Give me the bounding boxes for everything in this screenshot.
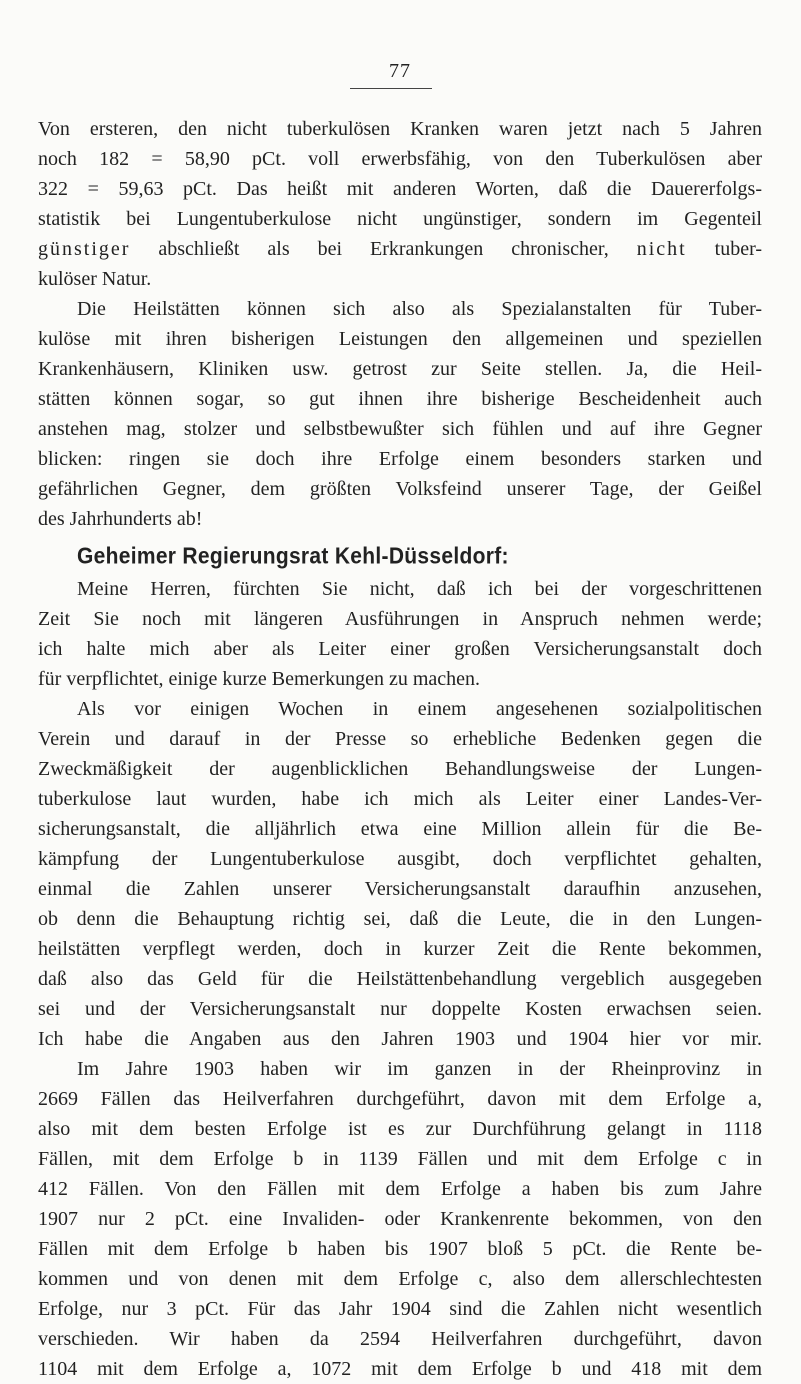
paragraph-2 bbox=[38, 294, 762, 534]
text-line: Von ersteren, den nicht tuberkulösen Kranken waren jetzt nach 5 Jahren bbox=[38, 118, 762, 140]
text-column bbox=[38, 114, 762, 1384]
page-number: 77 bbox=[389, 60, 411, 82]
text-line: Zeit Sie noch mit längeren Ausführungen in Anspruch nehmen werde; bbox=[38, 608, 762, 630]
text-line: also mit dem besten Erfolge ist es zur Durchführung gelangt in 1118 bbox=[38, 1118, 762, 1140]
text-line: heilstätten verpflegt werden, doch in kurzer Zeit die Rente bekommen, bbox=[38, 938, 762, 960]
speaker-heading: Geheimer Regierungsrat Kehl-Düsseldorf: bbox=[77, 543, 509, 570]
text-line: Meine Herren, fürchten Sie nicht, daß ich bei der vorgeschrittenen bbox=[77, 578, 762, 600]
text-line: 412 Fällen. Von den Fällen mit dem Erfolge a haben bis zum Jahre bbox=[38, 1178, 762, 1200]
text-line: 2669 Fällen das Heilverfahren durchgeführt, davon mit dem Erfolge a, bbox=[38, 1088, 762, 1110]
text-line: kulöser Natur. bbox=[38, 268, 152, 290]
text-line: 322 = 59,63 pCt. Das heißt mit anderen Worten, daß die Dauererfolgs- bbox=[38, 178, 762, 200]
text-line: für verpflichtet, einige kurze Bemerkungen zu machen. bbox=[38, 668, 481, 690]
paragraph-1 bbox=[38, 114, 762, 294]
text-line: Zweckmäßigkeit der augenblicklichen Behandlungsweise der Lungen- bbox=[38, 758, 762, 780]
paragraph-4 bbox=[38, 694, 762, 1054]
text-line: Krankenhäusern, Kliniken usw. getrost zur Seite stellen. Ja, die Heil- bbox=[38, 358, 762, 380]
text-line: statistik bei Lungentuberkulose nicht ungünstiger, sondern im Gegenteil bbox=[38, 208, 762, 230]
text-line: 1104 mit dem Erfolge a, 1072 mit dem Erfolge b und 418 mit dem bbox=[38, 1358, 762, 1380]
text-line: noch 182 = 58,90 pCt. voll erwerbsfähig, von den Tuberkulösen aber bbox=[38, 148, 762, 170]
text-segment: tuber- bbox=[686, 238, 762, 260]
paragraph-5 bbox=[38, 1054, 762, 1384]
emphasis-text: nicht bbox=[636, 238, 687, 260]
text-line: Als vor einigen Wochen in einem angesehenen sozialpolitischen bbox=[77, 698, 762, 720]
paragraph-3 bbox=[38, 574, 762, 694]
text-line: Die Heilstätten können sich also als Spezialanstalten für Tuber- bbox=[77, 298, 762, 320]
text-line: ich halte mich aber als Leiter einer großen Versicherungsanstalt doch bbox=[38, 638, 762, 660]
text-line: sicherungsanstalt, die alljährlich etwa eine Million allein für die Be- bbox=[38, 818, 762, 840]
text-line: kommen und von denen mit dem Erfolge c, also dem allerschlechtesten bbox=[38, 1268, 762, 1290]
text-line: blicken: ringen sie doch ihre Erfolge einem besonders starken und bbox=[38, 448, 762, 470]
text-line: einmal die Zahlen unserer Versicherungsanstalt daraufhin anzusehen, bbox=[38, 878, 762, 900]
text-line: Ich habe die Angaben aus den Jahren 1903 und 1904 hier vor mir. bbox=[38, 1028, 762, 1050]
text-line: Fällen mit dem Erfolge b haben bis 1907 bloß 5 pCt. die Rente be- bbox=[38, 1238, 762, 1260]
text-line: daß also das Geld für die Heilstättenbehandlung vergeblich ausgegeben bbox=[38, 968, 762, 990]
text-line: kämpfung der Lungentuberkulose ausgibt, doch verpflichtet gehalten, bbox=[38, 848, 762, 870]
text-line: tuberkulose laut wurden, habe ich mich als Leiter einer Landes-Ver- bbox=[38, 788, 762, 810]
emphasis-text: günstiger bbox=[38, 238, 131, 260]
text-line: Fällen, mit dem Erfolge b in 1139 Fällen und mit dem Erfolge c in bbox=[38, 1148, 762, 1170]
text-segment: abschließt als bei Erkrankungen chronischer, bbox=[130, 238, 637, 260]
text-line: anstehen mag, stolzer und selbstbewußter sich fühlen und auf ihre Gegner bbox=[38, 418, 762, 440]
text-line: ob denn die Behauptung richtig sei, daß die Leute, die in den Lungen- bbox=[38, 908, 762, 930]
page-number-rule bbox=[350, 88, 432, 89]
text-line: des Jahrhunderts ab! bbox=[38, 508, 203, 530]
text-line: gefährlichen Gegner, dem größten Volksfeind unserer Tage, der Geißel bbox=[38, 478, 762, 500]
text-line: 1907 nur 2 pCt. eine Invaliden- oder Krankenrente bekommen, von den bbox=[38, 1208, 762, 1230]
text-line: Im Jahre 1903 haben wir im ganzen in der Rheinprovinz in bbox=[77, 1058, 762, 1080]
text-line: Verein und darauf in der Presse so erhebliche Bedenken gegen die bbox=[38, 728, 762, 750]
text-line: Erfolge, nur 3 pCt. Für das Jahr 1904 sind die Zahlen nicht wesentlich bbox=[38, 1298, 762, 1320]
text-line: verschieden. Wir haben da 2594 Heilverfahren durchgeführt, davon bbox=[38, 1328, 762, 1350]
text-line: sei und der Versicherungsanstalt nur doppelte Kosten erwachsen seien. bbox=[38, 998, 762, 1020]
text-line bbox=[38, 234, 762, 264]
text-line: stätten können sogar, so gut ihnen ihre bisherige Bescheidenheit auch bbox=[38, 388, 762, 410]
text-line: kulöse mit ihren bisherigen Leistungen den allgemeinen und speziellen bbox=[38, 328, 762, 350]
